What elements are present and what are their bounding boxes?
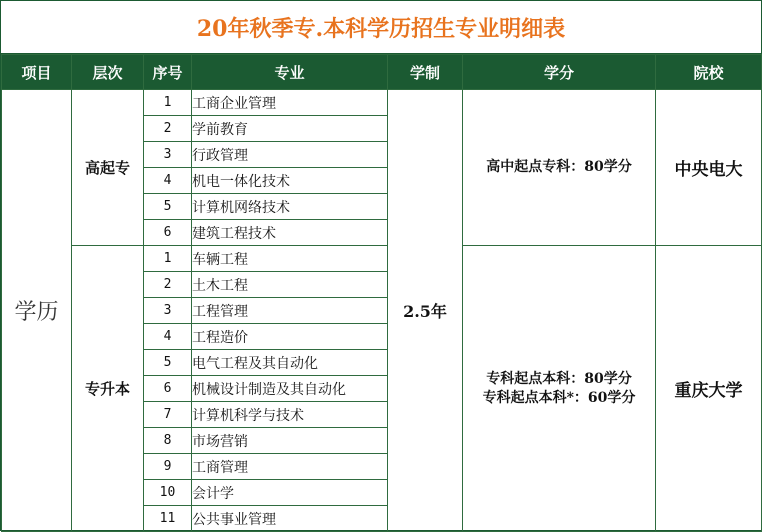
level-cell-gaoqizhuan: 高起专 — [72, 90, 144, 246]
major-cell: 公共事业管理 — [192, 506, 388, 532]
credits-line: 专科起点本科*：60学分 — [482, 389, 636, 406]
major-cell: 工商企业管理 — [192, 90, 388, 116]
major-cell: 车辆工程 — [192, 246, 388, 272]
header-seq: 序号 — [144, 55, 192, 90]
credits-line: 高中起点专科：80学分 — [486, 159, 632, 175]
major-cell: 计算机网络技术 — [192, 194, 388, 220]
major-cell: 工程造价 — [192, 324, 388, 350]
school-cell-zhongyangdianda: 中央电大 — [656, 90, 762, 246]
seq-cell: 8 — [144, 428, 192, 454]
table-row — [2, 246, 762, 272]
major-cell: 电气工程及其自动化 — [192, 350, 388, 376]
level-cell-zhuanshengben: 专升本 — [72, 246, 144, 532]
header-level: 层次 — [72, 55, 144, 90]
duration-cell: 2.5年 — [388, 90, 463, 532]
seq-cell: 3 — [144, 142, 192, 168]
seq-cell: 9 — [144, 454, 192, 480]
seq-cell: 5 — [144, 194, 192, 220]
project-cell: 学历 — [2, 90, 72, 532]
header-project: 项目 — [2, 55, 72, 90]
table-header-row — [2, 55, 762, 90]
seq-cell: 10 — [144, 480, 192, 506]
credits-line: 专科起点本科：80学分 — [486, 370, 632, 387]
seq-cell: 7 — [144, 402, 192, 428]
school-cell-chongqingdaxue: 重庆大学 — [656, 246, 762, 532]
major-cell: 工商管理 — [192, 454, 388, 480]
major-cell: 计算机科学与技术 — [192, 402, 388, 428]
major-cell: 会计学 — [192, 480, 388, 506]
header-duration: 学制 — [388, 55, 463, 90]
major-cell: 行政管理 — [192, 142, 388, 168]
major-cell: 市场营销 — [192, 428, 388, 454]
seq-cell: 11 — [144, 506, 192, 532]
header-school: 院校 — [656, 55, 762, 90]
seq-cell: 4 — [144, 324, 192, 350]
seq-cell: 2 — [144, 116, 192, 142]
major-cell: 机械设计制造及其自动化 — [192, 376, 388, 402]
seq-cell: 5 — [144, 350, 192, 376]
seq-cell: 6 — [144, 220, 192, 246]
header-credits: 学分 — [463, 55, 656, 90]
seq-cell: 6 — [144, 376, 192, 402]
table-row — [2, 90, 762, 116]
credits-cell-gaoqizhuan — [463, 90, 656, 246]
seq-cell: 4 — [144, 168, 192, 194]
major-cell: 机电一体化技术 — [192, 168, 388, 194]
seq-cell: 1 — [144, 246, 192, 272]
major-cell: 工程管理 — [192, 298, 388, 324]
major-cell: 学前教育 — [192, 116, 388, 142]
seq-cell: 1 — [144, 90, 192, 116]
seq-cell: 3 — [144, 298, 192, 324]
seq-cell: 2 — [144, 272, 192, 298]
enrollment-table — [1, 54, 762, 532]
major-cell: 建筑工程技术 — [192, 220, 388, 246]
page-title: 20年秋季专.本科学历招生专业明细表 — [1, 1, 761, 54]
header-major: 专业 — [192, 55, 388, 90]
credits-cell-zhuanshengben — [463, 246, 656, 532]
major-cell: 土木工程 — [192, 272, 388, 298]
